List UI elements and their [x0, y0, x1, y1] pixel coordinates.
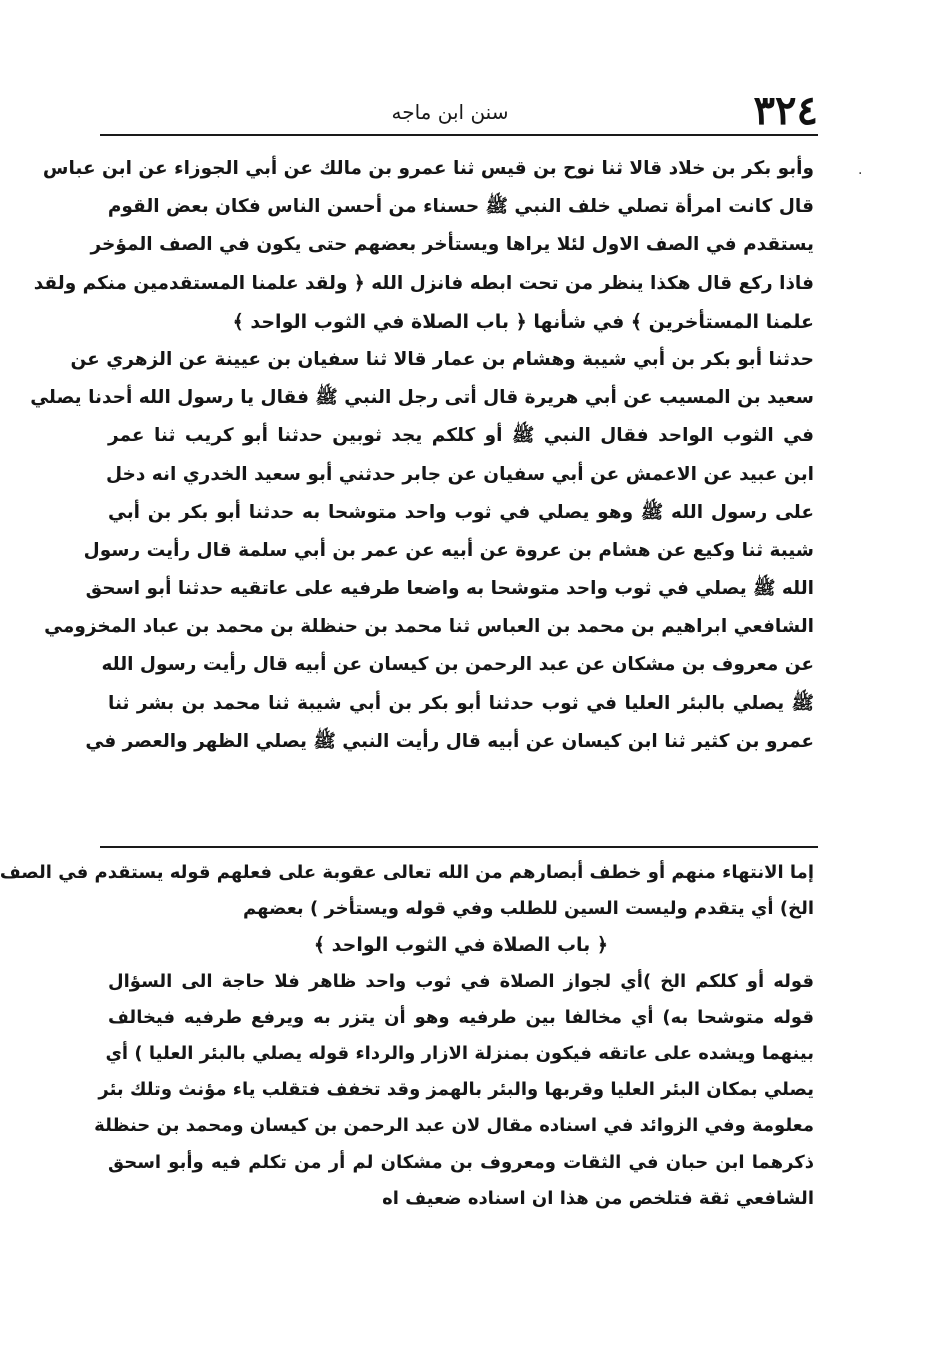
- commentary-line: بينهما ويشده على عاتقه فيكون بمنزلة الازار والرداء قوله يصلي بالبئر العليا ) أي: [105, 1042, 814, 1064]
- footnote-rule: [100, 846, 818, 848]
- main-text-block: [30, 150, 814, 761]
- commentary-line: الخ) أي يتقدم وليست السين للطلب وفي قوله ويستأخر ) بعضهم: [243, 898, 814, 920]
- running-head: [100, 88, 818, 134]
- margin-mark: ·: [858, 166, 863, 182]
- main-text-line: وأبو بكر بن خلاد قالا ثنا نوح بن قيس ثنا عمرو بن مالك عن أبي الجوزاء عن ابن عباس: [42, 158, 814, 179]
- main-text-line: عمرو بن كثير ثنا ابن كيسان عن أبيه قال رأيت النبي ﷺ يصلي الظهر والعصر في: [85, 730, 814, 752]
- main-text-line: الله ﷺ يصلي في ثوب واحد متوشحا به واضعا طرفيه على عاتقيه حدثنا أبو اسحق: [85, 578, 814, 600]
- main-text-line: ابن عبيد عن الاعمش عن أبي سفيان عن جابر حدثني أبو سعيد الخدري انه دخل: [106, 463, 814, 485]
- commentary-line: إما الانتهاء منهم أو خطف أبصارهم من الله تعالى عقوبة على فعلهم قوله يستقدم في الصف: [0, 862, 814, 883]
- main-text-line: شيبة ثنا وكيع عن هشام بن عروة عن أبيه عن عمر بن أبي سلمة قال رأيت رسول: [83, 539, 814, 561]
- main-text-line: في الثوب الواحد فقال النبي ﷺ أو كلكم يجد ثوبين حدثنا أبو كريب ثنا عمر: [108, 425, 814, 447]
- main-text-line: عن معروف بن مشكان عن عبد الرحمن بن كيسان عن أبيه قال رأيت رسول الله: [101, 654, 814, 676]
- main-text-line: على رسول الله ﷺ وهو يصلي في ثوب واحد متوشحا به حدثنا أبو بكر بن أبي: [108, 501, 814, 523]
- main-text-line: الشافعي ابراهيم بن محمد بن العباس ثنا محمد بن حنظلة بن محمد بن عباد المخزومي: [44, 616, 814, 638]
- page-number: ٣٢٤: [753, 87, 818, 134]
- header-rule: [100, 134, 818, 136]
- commentary-line: قوله أو كلكم الخ )أي لجواز الصلاة في ثوب واحد ظاهر فلا حاجة الى السؤال: [108, 970, 814, 992]
- main-text-line: فاذا ركع قال هكذا ينظر من تحت ابطه فانزل الله ﴿ ولقد علمنا المستقدمين منكم ولقد: [33, 272, 814, 294]
- main-text-line: ﷺ يصلي بالبئر العليا في ثوب حدثنا أبو بكر بن أبي شيبة ثنا محمد بن بشر ثنا: [108, 692, 814, 714]
- commentary-line: قوله متوشحا به) أي مخالفا بين طرفيه وهو أن يتزر به ويرفع طرفيه فيخالف: [108, 1006, 814, 1028]
- main-text-line: حدثنا أبو بكر بن أبي شيبة وهشام بن عمار قالا ثنا سفيان بن عيينة عن الزهري عن: [70, 348, 814, 370]
- commentary-line: معلومة وفي الزوائد في اسناده مقال لان عبد الرحمن بن كيسان ومحمد بن حنظلة: [94, 1115, 814, 1137]
- main-text-line: سعيد بن المسيب عن أبي هريرة قال أتى رجل النبي ﷺ فقال يا رسول الله أحدنا يصلي: [30, 387, 814, 409]
- book-title: سنن ابن ماجه: [391, 100, 509, 124]
- commentary-line: يصلي بمكان البئر العليا وقربها والبئر بالهمز وقد تخفف فتقلب ياء مؤنث وتلك بئر: [98, 1079, 814, 1101]
- commentary-block: [0, 855, 814, 1217]
- commentary-line: ذكرهما ابن حبان في الثقات ومعروف بن مشكان لم أر من تكلم فيه وأبو اسحق: [108, 1151, 814, 1173]
- commentary-line: الشافعي ثقة فتلخص من هذا ان اسناده ضعيف اه: [382, 1187, 814, 1209]
- main-text-line: قال كانت امرأة تصلي خلف النبي ﷺ حسناء من أحسن الناس فكان بعض القوم: [107, 196, 814, 218]
- commentary-chapter-heading: ﴿ باب الصلاة في الثوب الواحد ﴾: [313, 934, 609, 957]
- main-text-line: يستقدم في الصف الاول لئلا يراها ويستأخر بعضهم حتى يكون في الصف المؤخر: [90, 234, 814, 256]
- chapter-heading-line: علمنا المستأخرين ﴾ في شأنها ﴿ باب الصلاة في الثوب الواحد ﴾: [232, 310, 814, 333]
